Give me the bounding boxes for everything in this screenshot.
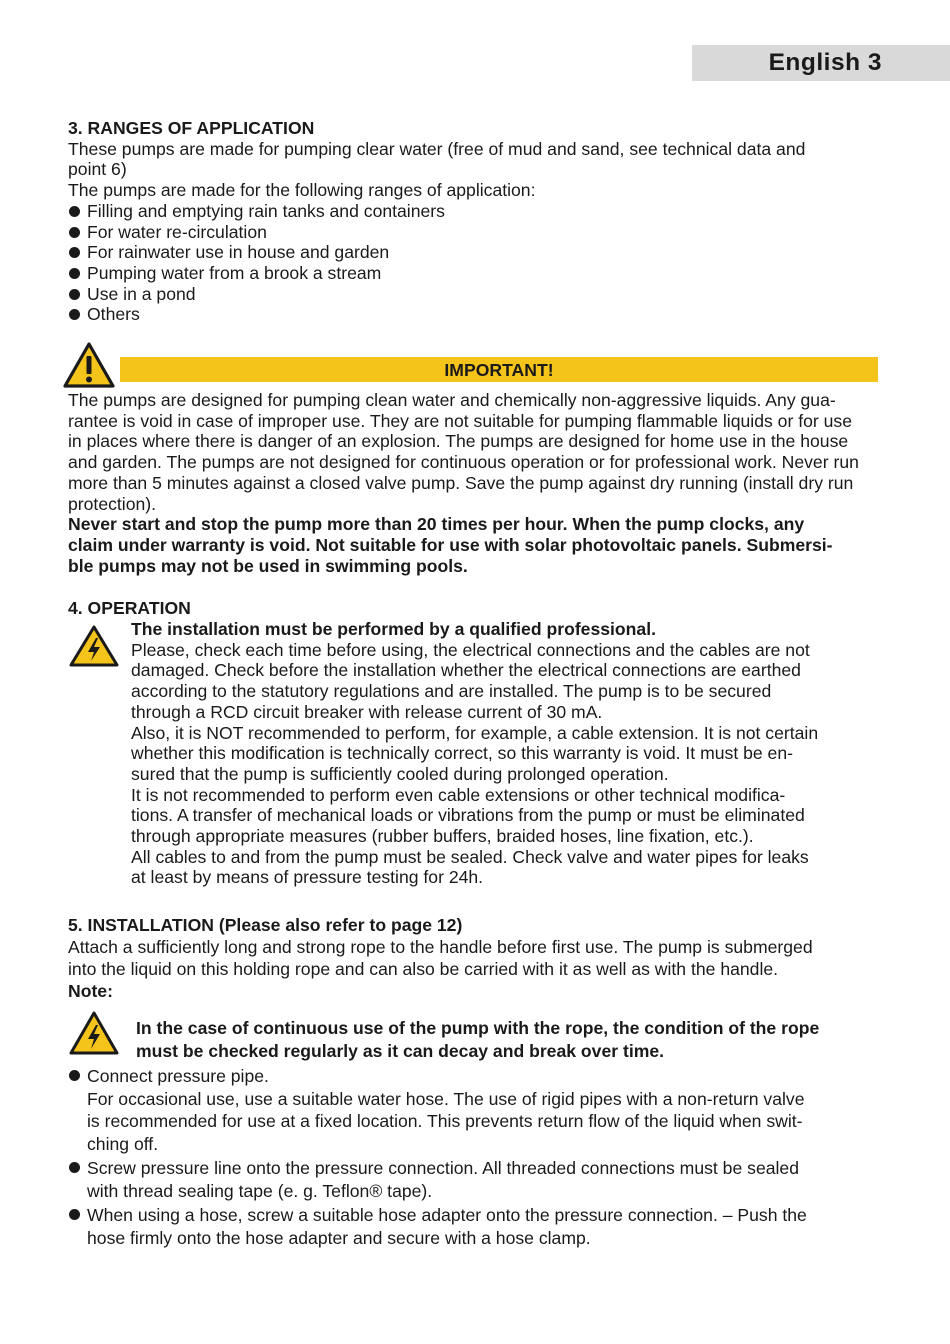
paragraph-line: rantee is void in case of improper use. They are not suitable for pumping flammable liquids or for use [68, 410, 852, 431]
paragraph-line: sured that the pump is sufficiently cooled during prolonged operation. [131, 763, 669, 784]
paragraph-line: with thread sealing tape (e. g. Teflon® tape). [87, 1180, 433, 1201]
paragraph-line: Attach a sufficiently long and strong rope to the handle before first use. The pump is submerged [68, 936, 813, 957]
paragraph-line: It is not recommended to perform even cable extensions or other technical modifica- [131, 784, 786, 805]
bold-line: The installation must be performed by a qualified professional. [131, 619, 656, 639]
paragraph-line: whether this modification is technically correct, so this warranty is void. It must be en- [131, 743, 793, 764]
paragraph-line: The pumps are designed for pumping clean water and chemically non-aggressive liquids. Any gua- [68, 390, 836, 410]
paragraph-line: tions. A transfer of mechanical loads or vibrations from the pump or must be eliminated [131, 805, 805, 826]
list-item: Filling and emptying rain tanks and containers [68, 201, 888, 222]
paragraph-line: is recommended for use at a fixed location. This prevents return flow of the liquid when swit- [87, 1111, 803, 1131]
paragraph-line: in places where there is danger of an explosion. The pumps are designed for home use in the house [68, 431, 849, 452]
note-label: Note: [68, 980, 113, 1001]
exclamation-warning-icon [62, 341, 116, 389]
installation-steps [68, 1065, 898, 1249]
section-heading: 5. INSTALLATION (Please also refer to page 12) [68, 915, 463, 935]
list-item: Others [68, 304, 888, 325]
paragraph-line: For occasional use, use a suitable water hose. The use of rigid pipes with a non-return valve [87, 1088, 805, 1109]
important-notice [68, 390, 898, 576]
bold-line: In the case of continuous use of the pump with the rope, the condition of the rope [136, 1018, 820, 1038]
paragraph-line: through a RCD circuit breaker with release current of 30 mA. [131, 701, 603, 722]
list-item: Connect pressure pipe. [68, 1065, 898, 1088]
paragraph-line: according to the statutory regulations and are installed. The pump is to be secured [131, 681, 772, 702]
list-item: Use in a pond [68, 284, 888, 305]
rope-note [136, 1017, 896, 1063]
paragraph-line: and garden. The pumps are not designed for continuous operation or for professional work. Never run [68, 452, 859, 473]
paragraph-line: ching off. [87, 1133, 159, 1154]
section-heading: 3. RANGES OF APPLICATION [68, 118, 315, 138]
paragraph-line: protection). [68, 493, 157, 514]
paragraph-line: damaged. Check before the installation whether the electrical connections are earthed [131, 660, 801, 681]
bold-line: ble pumps may not be used in swimming pools. [68, 555, 468, 576]
important-banner: IMPORTANT! [120, 357, 878, 382]
list-item: For rainwater use in house and garden [68, 242, 888, 263]
paragraph-line: All cables to and from the pump must be sealed. Check valve and water pipes for leaks [131, 846, 809, 867]
paragraph-line: Please, check each time before using, the electrical connections and the cables are not [131, 639, 810, 660]
paragraph-line: into the liquid on this holding rope and can also be carried with it as well as with the handle. [68, 958, 779, 979]
electrical-hazard-icon [68, 624, 120, 668]
electrical-hazard-icon [68, 1010, 120, 1056]
section-heading: 4. OPERATION [68, 598, 191, 618]
list-item: Screw pressure line onto the pressure connection. All threaded connections must be sealed [68, 1157, 898, 1180]
section-ranges-of-application [68, 118, 888, 325]
paragraph-line: through appropriate measures (rubber buffers, braided hoses, line fixation, etc.). [131, 826, 754, 847]
paragraph-line: at least by means of pressure testing for 24h. [131, 867, 484, 888]
bold-line: must be checked regularly as it can decay and break over time. [136, 1041, 665, 1061]
section-operation-heading [68, 598, 888, 619]
section-installation [68, 915, 898, 1002]
paragraph-line: more than 5 minutes against a closed valve pump. Save the pump against dry running (install dry run [68, 472, 854, 493]
paragraph-line: The pumps are made for the following ranges of application: [68, 180, 536, 201]
paragraph-line: These pumps are made for pumping clear water (free of mud and sand, see technical data and [68, 138, 806, 159]
list-item: For water re-circulation [68, 222, 888, 243]
section-operation-body [131, 619, 891, 888]
list-item: When using a hose, screw a suitable hose adapter onto the pressure connection. – Push the [68, 1204, 898, 1227]
paragraph-line: hose firmly onto the hose adapter and secure with a hose clamp. [87, 1227, 591, 1248]
bold-line: Never start and stop the pump more than 20 times per hour. When the pump clocks, any [68, 514, 805, 535]
paragraph-line: point 6) [68, 159, 127, 180]
paragraph-line: Also, it is NOT recommended to perform, for example, a cable extension. It is not certain [131, 722, 819, 743]
bold-line: claim under warranty is void. Not suitable for use with solar photovoltaic panels. Submersi- [68, 534, 833, 555]
list-item: Pumping water from a brook a stream [68, 263, 888, 284]
page-label-tab: English 3 [692, 45, 950, 81]
